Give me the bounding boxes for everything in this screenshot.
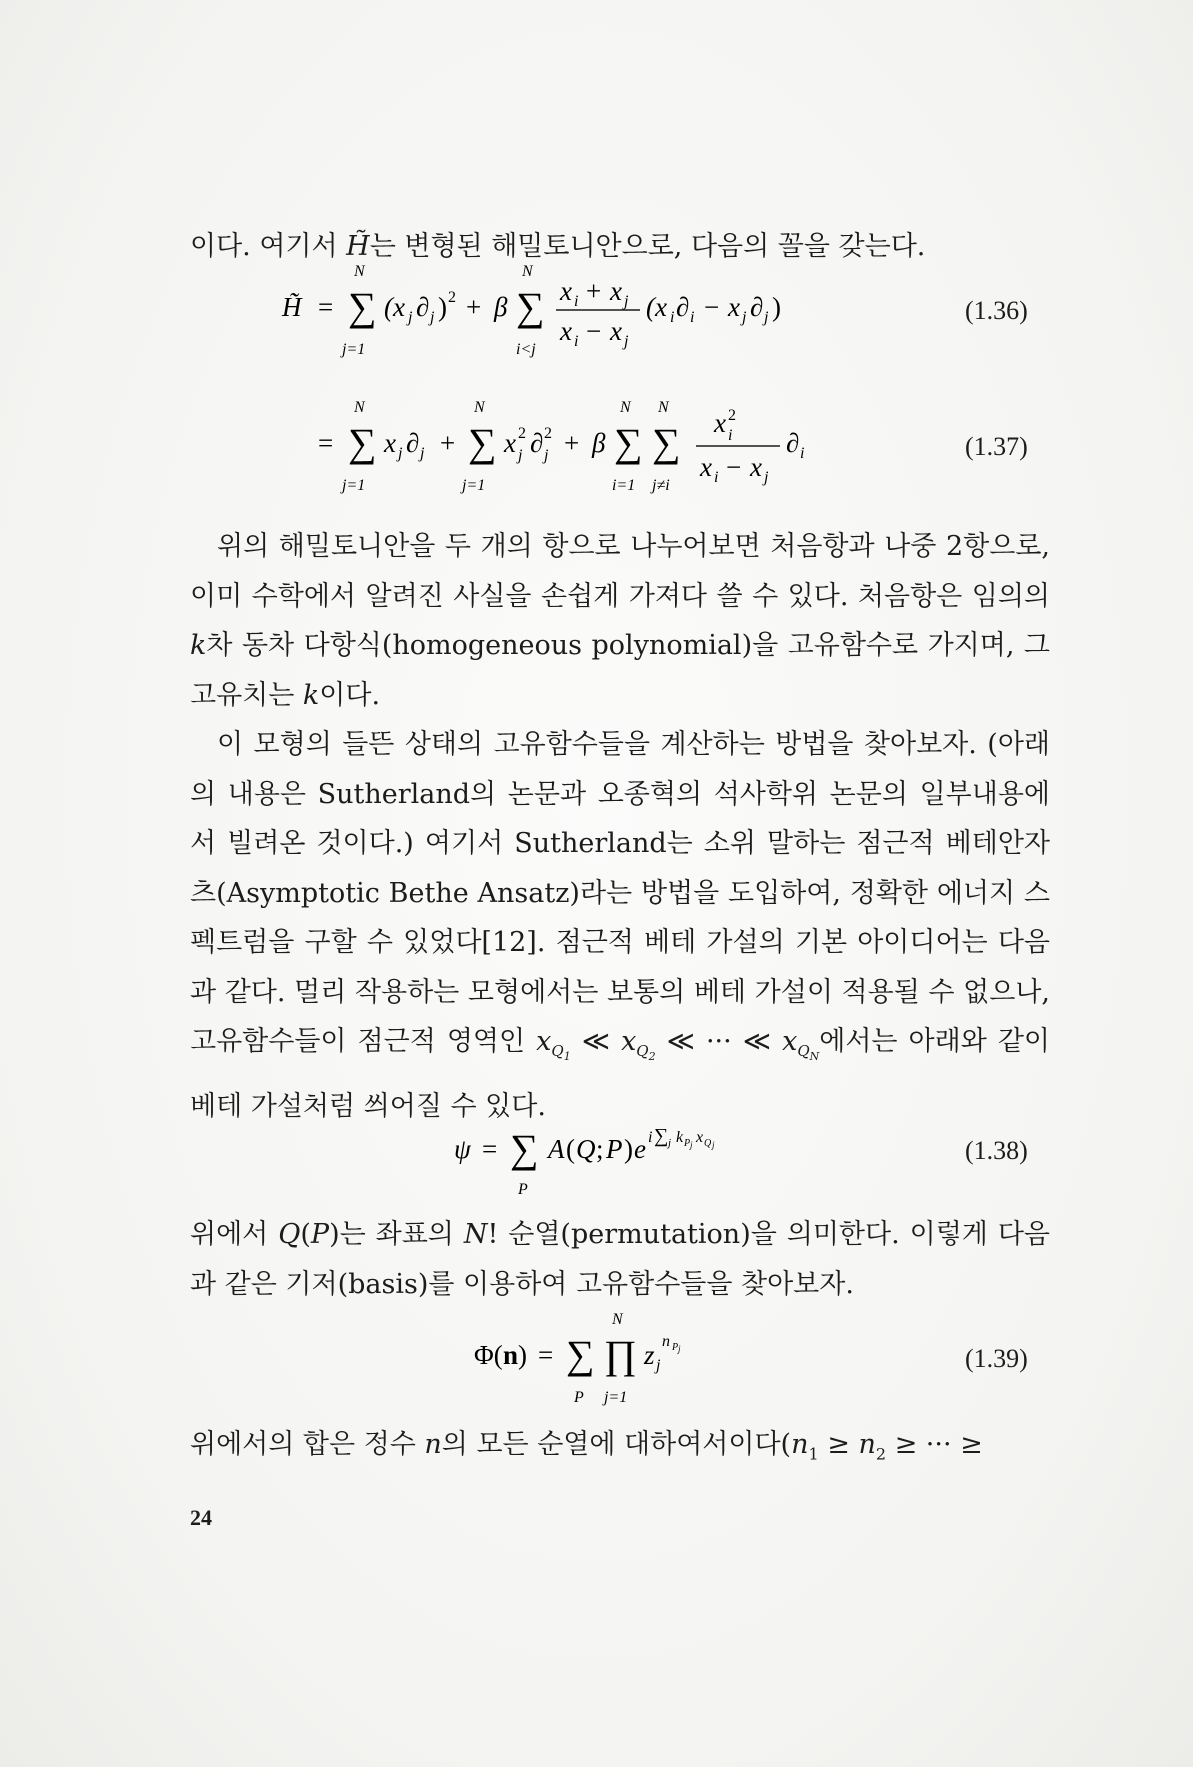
- svg-text:): ): [518, 1340, 527, 1370]
- svg-text:j: j: [764, 309, 769, 326]
- svg-text:Q: Q: [704, 1138, 712, 1149]
- svg-text:=: =: [482, 1134, 498, 1164]
- svg-text:j: j: [690, 1140, 693, 1150]
- svg-text:j: j: [398, 445, 403, 462]
- svg-text:j: j: [678, 1344, 681, 1354]
- svg-text:∏: ∏: [604, 1332, 637, 1377]
- svg-text:x: x: [728, 292, 740, 322]
- svg-text:∑: ∑: [654, 1125, 669, 1147]
- svg-text:i: i: [728, 427, 733, 444]
- svg-text:j: j: [656, 1357, 661, 1374]
- svg-text:x: x: [610, 276, 622, 306]
- svg-text:i: i: [670, 309, 675, 326]
- svg-text:∂: ∂: [786, 428, 800, 458]
- svg-text:j=1: j=1: [604, 1389, 628, 1406]
- svg-text:j=1: j=1: [462, 477, 486, 494]
- svg-text:−: −: [704, 292, 720, 322]
- svg-text:i: i: [574, 293, 579, 310]
- svg-text:2: 2: [728, 407, 736, 424]
- equation-1-36: [0, 258, 1193, 368]
- svg-text:j: j: [712, 1140, 715, 1150]
- svg-text:∑: ∑: [614, 420, 643, 465]
- svg-text:z: z: [644, 1340, 655, 1370]
- svg-text:∂: ∂: [676, 292, 690, 322]
- svg-text:x: x: [560, 276, 572, 306]
- svg-text:=: =: [538, 1340, 554, 1370]
- svg-text:x: x: [696, 1129, 704, 1146]
- svg-text:j: j: [742, 309, 747, 326]
- svg-text:i=1: i=1: [612, 477, 636, 494]
- svg-text:i: i: [648, 1129, 653, 1146]
- svg-text:∂: ∂: [750, 292, 764, 322]
- svg-text:x: x: [384, 428, 396, 458]
- svg-text:N: N: [522, 263, 533, 280]
- svg-text:−: −: [726, 452, 742, 482]
- svg-text:∑: ∑: [468, 420, 497, 465]
- svg-text:P: P: [518, 1181, 528, 1198]
- svg-text:H̃: H̃: [282, 292, 302, 322]
- svg-text:j=1: j=1: [342, 477, 366, 494]
- svg-text:∂: ∂: [530, 428, 544, 458]
- svg-text:k: k: [676, 1129, 684, 1146]
- svg-text:2: 2: [518, 425, 526, 442]
- svg-text:N: N: [474, 399, 485, 416]
- svg-text:x: x: [610, 316, 622, 346]
- svg-text:P: P: [606, 1134, 623, 1164]
- svg-text:∑: ∑: [348, 420, 377, 465]
- paragraph-basis: 위에서 Q(P)는 좌표의 N! 순열(permutation)을 의미한다. 이렇게 다음과 같은 기저(basis)를 이용하여 고유함수들을 찾아보자.: [190, 1219, 1050, 1300]
- svg-text:): ): [624, 1134, 633, 1164]
- equation-number: (1.38): [965, 1136, 1028, 1165]
- svg-text:N: N: [620, 399, 631, 416]
- svg-text:;: ;: [596, 1134, 604, 1164]
- svg-text:∂: ∂: [416, 292, 430, 322]
- svg-text:A: A: [548, 1134, 565, 1164]
- svg-text:P: P: [672, 1342, 679, 1353]
- svg-text:∑: ∑: [566, 1332, 595, 1377]
- svg-text:x: x: [750, 452, 762, 482]
- svg-text:i: i: [714, 469, 719, 486]
- svg-text:x: x: [700, 452, 712, 482]
- page-number: 24: [190, 1505, 212, 1530]
- equation-number: (1.39): [965, 1344, 1028, 1373]
- svg-text:n: n: [503, 1340, 519, 1370]
- svg-text:β: β: [592, 428, 606, 458]
- svg-text:n: n: [662, 1333, 670, 1350]
- svg-text:ψ: ψ: [454, 1134, 471, 1164]
- svg-text:∑: ∑: [516, 284, 545, 329]
- svg-text:j=1: j=1: [342, 341, 366, 358]
- paragraph-intro: 이다. 여기서 H̃는 변형된 해밀토니안으로, 다음의 꼴을 갖는다.: [190, 231, 926, 262]
- svg-text:i: i: [800, 445, 805, 462]
- equation-1-37: [0, 394, 1193, 504]
- svg-text:e: e: [634, 1134, 646, 1164]
- svg-text:j: j: [668, 1137, 672, 1149]
- svg-text:N: N: [354, 263, 365, 280]
- svg-text:N: N: [612, 1311, 623, 1328]
- svg-text:β: β: [494, 292, 508, 322]
- svg-text:N: N: [354, 399, 365, 416]
- svg-text:(x: (x: [646, 292, 667, 322]
- svg-text:+: +: [440, 428, 456, 458]
- svg-text:Q: Q: [576, 1134, 596, 1164]
- svg-text:2: 2: [448, 289, 456, 306]
- svg-text:j: j: [624, 293, 629, 310]
- svg-text:−: −: [586, 316, 602, 346]
- svg-text:j: j: [544, 447, 549, 464]
- svg-text:+: +: [564, 428, 580, 458]
- svg-text:i: i: [690, 309, 695, 326]
- svg-text:): ): [772, 292, 781, 322]
- svg-text:P: P: [684, 1138, 691, 1149]
- svg-text:2: 2: [544, 425, 552, 442]
- svg-text:(x: (x: [384, 292, 405, 322]
- svg-text:=: =: [318, 428, 334, 458]
- paragraph-sum: 위에서의 합은 정수 n의 모든 순열에 대하여서이다($n_1 \ge n_2$ ≥ ··· ≥: [190, 1429, 983, 1464]
- svg-text:P: P: [574, 1389, 584, 1406]
- paragraph-decomposition: 위의 해밀토니안을 두 개의 항으로 나누어보면 처음항과 나중 2항으로, 이미 수학에서 알려진 사실을 손쉽게 가져다 쓸 수 있다. 처음항은 임의의 k차 동차 다항식(homogeneous polynomial)을 고유함수로 가지며, 그 고유치는 k이다.: [190, 531, 1050, 711]
- svg-text:∑: ∑: [652, 420, 681, 465]
- svg-text:∑: ∑: [348, 284, 377, 329]
- svg-text:∂: ∂: [406, 428, 420, 458]
- paragraph-bethe-ansatz: 이 모형의 들뜬 상태의 고유함수들을 계산하는 방법을 찾아보자. (아래의 내용은 Sutherland의 논문과 오종혁의 석사학위 논문의 일부내용에서 빌려온 것이다.) 여기서 Sutherland는 소위 말하는 점근적 베테안자츠(Asymptotic Bethe Ansatz)라는 방법을 도입하여, 정확한 에너지 스펙트럼을 구할 수 있었다[12]. 점근적 베테 가설의 기본 아이디어는 다음과 같다. 멀리 작용하는 모형에서는 보통의 베테 가설이 적용될 수 없으나, 고유함수들이 점근적 영역인 $x_{Q_1}$ ≪ $x_{Q_2}$ ≪ ··· ≪ $x_{Q_N}$에서는 아래와 같이 베테 가설처럼 씌어질 수 있다.: [190, 729, 1051, 1122]
- svg-text:i: i: [574, 333, 579, 350]
- svg-text:(: (: [566, 1134, 575, 1164]
- svg-text:+: +: [466, 292, 482, 322]
- svg-text:Φ(: Φ(: [474, 1340, 503, 1370]
- svg-text:∑: ∑: [510, 1126, 539, 1171]
- svg-text:x: x: [714, 408, 726, 438]
- equation-number: (1.37): [965, 432, 1028, 461]
- svg-text:j: j: [764, 469, 769, 486]
- svg-text:j: j: [624, 333, 629, 350]
- svg-text:j: j: [518, 447, 523, 464]
- svg-text:+: +: [586, 276, 602, 306]
- svg-text:x: x: [504, 428, 516, 458]
- equation-1-39: [0, 1306, 1193, 1416]
- svg-text:x: x: [560, 316, 572, 346]
- svg-text:i<j: i<j: [516, 341, 536, 358]
- svg-text:j: j: [420, 445, 425, 462]
- svg-text:=: =: [318, 292, 334, 322]
- equation-number: (1.36): [965, 296, 1028, 325]
- svg-text:j≠i: j≠i: [652, 477, 670, 494]
- svg-text:j: j: [408, 309, 413, 326]
- equation-1-38: [0, 1112, 1193, 1202]
- svg-text:N: N: [658, 399, 669, 416]
- svg-text:): ): [438, 292, 447, 322]
- svg-text:j: j: [430, 309, 435, 326]
